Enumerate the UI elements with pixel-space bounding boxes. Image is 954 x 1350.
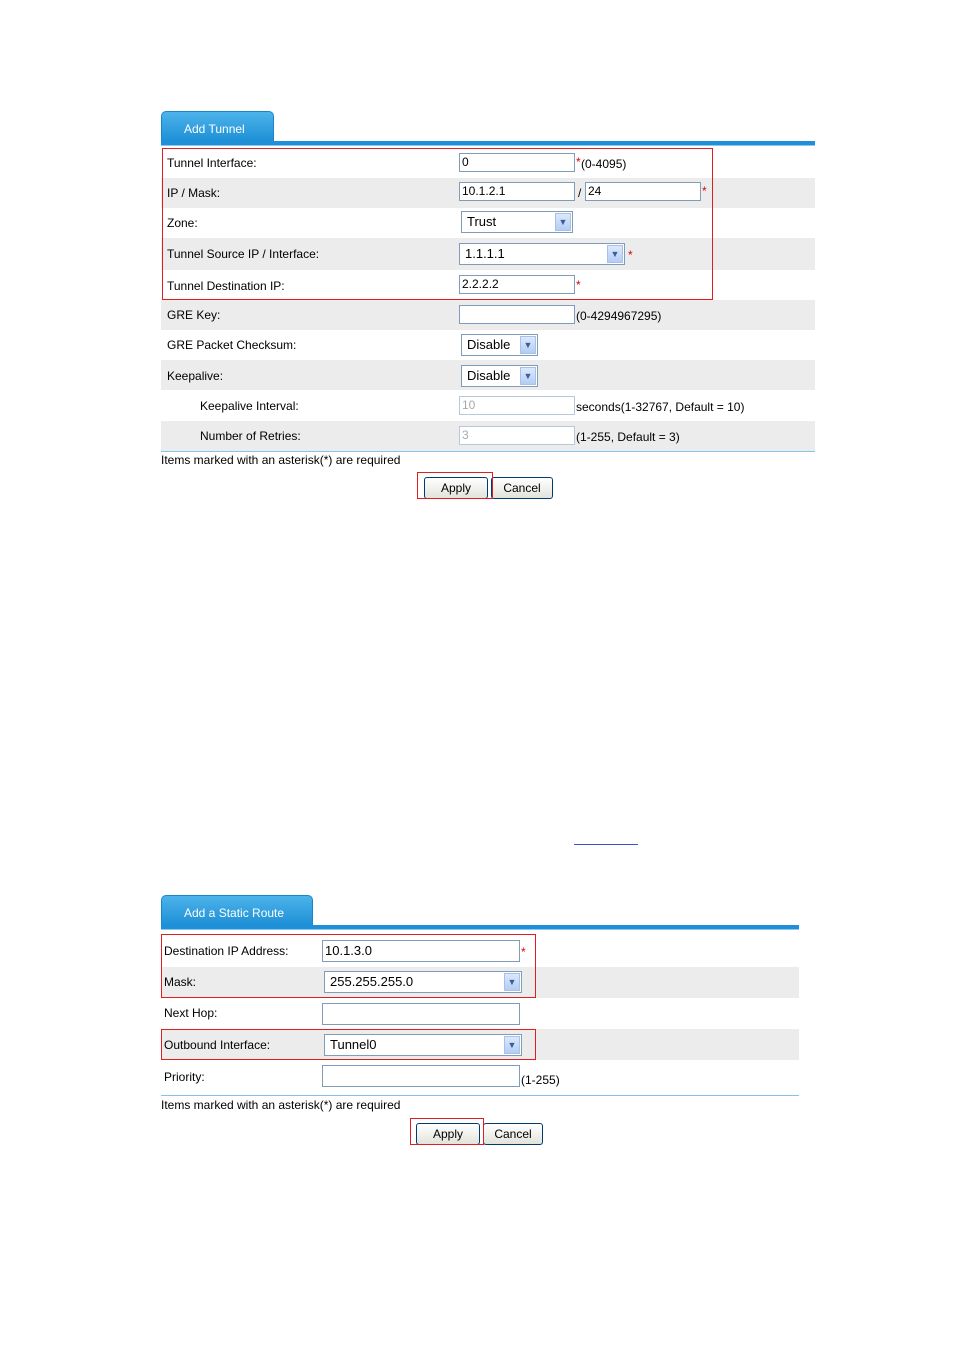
required-note: Items marked with an asterisk(*) are required bbox=[161, 1098, 401, 1112]
tunnel-interface-label: Tunnel Interface: bbox=[167, 156, 257, 170]
tunnel-source-label: Tunnel Source IP / Interface: bbox=[167, 247, 320, 261]
zone-value: Trust bbox=[467, 214, 497, 229]
destination-input[interactable]: 10.1.3.0 bbox=[322, 940, 520, 962]
retries-input: 3 bbox=[459, 426, 575, 445]
outbound-value: Tunnel0 bbox=[330, 1037, 377, 1052]
highlight-box bbox=[161, 934, 536, 998]
gre-checksum-value: Disable bbox=[467, 337, 511, 352]
keepalive-interval-hint: seconds(1-32767, Default = 10) bbox=[576, 400, 745, 414]
next-hop-label: Next Hop: bbox=[164, 1006, 218, 1020]
retries-hint: (1-255, Default = 3) bbox=[576, 430, 680, 444]
required-asterisk: * bbox=[628, 248, 633, 262]
chevron-down-icon[interactable]: ▼ bbox=[504, 1036, 520, 1054]
gre-key-hint: (0-4294967295) bbox=[576, 309, 662, 323]
gre-key-label: GRE Key: bbox=[167, 308, 221, 322]
highlight-box bbox=[410, 1118, 484, 1145]
cancel-button[interactable]: Cancel bbox=[483, 1123, 543, 1145]
apply-button[interactable]: Apply bbox=[416, 1123, 480, 1145]
tab-underline bbox=[161, 141, 815, 146]
priority-label: Priority: bbox=[164, 1070, 205, 1084]
gre-checksum-select[interactable] bbox=[461, 334, 538, 356]
outbound-label: Outbound Interface: bbox=[164, 1038, 271, 1052]
tunnel-source-value: 1.1.1.1 bbox=[465, 246, 505, 261]
form-bottom-line bbox=[161, 451, 815, 452]
priority-input[interactable] bbox=[322, 1065, 520, 1087]
mask-value: 255.255.255.0 bbox=[330, 974, 414, 989]
zone-label: Zone: bbox=[167, 216, 198, 230]
tunnel-interface-input[interactable]: 0 bbox=[459, 153, 575, 172]
link-underline bbox=[574, 844, 638, 845]
chevron-down-icon[interactable]: ▼ bbox=[555, 213, 571, 231]
ip-mask-separator: / bbox=[578, 186, 582, 200]
tab-underline bbox=[161, 925, 799, 930]
keepalive-interval-input: 10 bbox=[459, 396, 575, 415]
chevron-down-icon[interactable]: ▼ bbox=[520, 367, 536, 385]
highlight-box bbox=[162, 148, 713, 300]
destination-label: Destination IP Address: bbox=[164, 944, 289, 958]
required-asterisk: * bbox=[576, 278, 581, 292]
next-hop-input[interactable] bbox=[322, 1003, 520, 1025]
required-asterisk: * bbox=[702, 184, 707, 198]
chevron-down-icon[interactable]: ▼ bbox=[520, 336, 536, 354]
apply-button[interactable]: Apply bbox=[424, 477, 488, 499]
keepalive-label: Keepalive: bbox=[167, 369, 224, 383]
tab-add-tunnel[interactable]: Add Tunnel bbox=[161, 111, 274, 142]
tab-add-static-route[interactable]: Add a Static Route bbox=[161, 895, 313, 926]
keepalive-interval-label: Keepalive Interval: bbox=[200, 399, 299, 413]
required-asterisk: * bbox=[576, 155, 581, 169]
retries-label: Number of Retries: bbox=[200, 429, 301, 443]
mask-label: Mask: bbox=[164, 975, 197, 989]
ip-address-input[interactable]: 10.1.2.1 bbox=[459, 182, 575, 201]
highlight-box bbox=[417, 472, 493, 499]
form-bottom-line bbox=[161, 1095, 799, 1096]
keepalive-select[interactable] bbox=[461, 365, 538, 387]
gre-checksum-label: GRE Packet Checksum: bbox=[167, 338, 297, 352]
cancel-button[interactable]: Cancel bbox=[491, 477, 553, 499]
gre-key-input[interactable] bbox=[459, 305, 575, 324]
highlight-box bbox=[161, 1029, 536, 1060]
chevron-down-icon[interactable]: ▼ bbox=[607, 245, 623, 263]
mask-input[interactable]: 24 bbox=[585, 182, 701, 201]
priority-hint: (1-255) bbox=[521, 1073, 560, 1087]
keepalive-value: Disable bbox=[467, 368, 511, 383]
required-asterisk: * bbox=[521, 945, 526, 959]
ip-mask-label: IP / Mask: bbox=[167, 186, 221, 200]
tunnel-interface-hint: (0-4095) bbox=[581, 157, 627, 171]
chevron-down-icon[interactable]: ▼ bbox=[504, 973, 520, 991]
tunnel-destination-label: Tunnel Destination IP: bbox=[167, 279, 285, 293]
required-note: Items marked with an asterisk(*) are required bbox=[161, 453, 401, 467]
tunnel-destination-input[interactable]: 2.2.2.2 bbox=[459, 275, 575, 294]
